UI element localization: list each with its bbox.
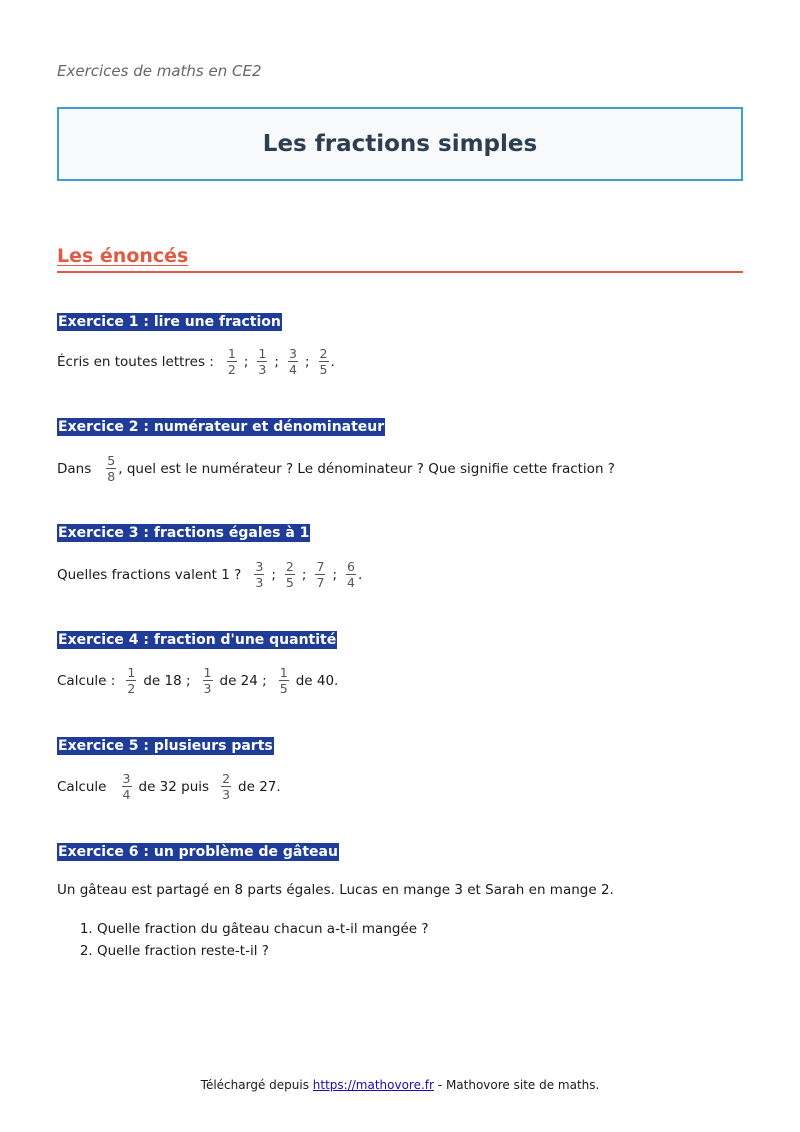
page-title: Les fractions simples — [262, 131, 538, 157]
exercise-5-body — [57, 772, 281, 801]
exercise-5-title: Exercice 5 : plusieurs parts — [58, 738, 273, 754]
numerator: 3 — [255, 559, 264, 574]
denominator: 3 — [222, 787, 231, 802]
quantity-text: de 27. — [238, 778, 281, 795]
exercise-3-title: Exercice 3 : fractions égales à 1 — [58, 525, 310, 541]
exercise-3-intro: Quelles fractions valent 1 ? — [57, 566, 242, 583]
list-item: 1. Quelle fraction du gâteau chacun a-t-il mangée ? — [97, 918, 429, 940]
numerator: 2 — [222, 771, 231, 786]
fraction — [279, 666, 289, 695]
denominator: 5 — [279, 681, 288, 696]
exercise-2-text: , quel est le numérateur ? Le dénominateur ? Que signifie cette fraction ? — [118, 460, 615, 477]
end-punctuation: . — [358, 566, 363, 583]
fraction — [122, 772, 132, 801]
fraction — [288, 347, 298, 376]
denominator: 4 — [122, 787, 131, 802]
numerator: 1 — [227, 346, 236, 361]
denominator: 5 — [285, 575, 294, 590]
numerator: 1 — [127, 665, 136, 680]
quantity-text: de 40. — [295, 672, 339, 689]
numerator: 3 — [122, 771, 131, 786]
quantity-text: de 32 puis — [138, 778, 210, 795]
separator: ; — [243, 353, 249, 370]
denominator: 5 — [319, 362, 328, 377]
separator: ; — [274, 353, 279, 370]
fraction — [346, 560, 356, 589]
denominator: 3 — [203, 681, 212, 696]
fraction — [126, 666, 136, 695]
exercise-6-statement: Un gâteau est partagé en 8 parts égales. Lucas en mange 3 et Sarah en mange 2. — [57, 882, 614, 898]
fraction — [319, 347, 329, 376]
fraction — [203, 666, 213, 695]
footer-suffix: - Mathovore site de maths. — [437, 1078, 600, 1092]
numerator: 3 — [288, 346, 297, 361]
denominator: 2 — [227, 362, 236, 377]
fraction — [257, 347, 267, 376]
end-punctuation: . — [330, 353, 335, 370]
exercise-5-intro: Calcule — [57, 778, 107, 795]
numerator: 5 — [107, 453, 116, 468]
title-box — [57, 107, 743, 181]
numerator: 1 — [258, 346, 267, 361]
exercise-4-title: Exercice 4 : fraction d'une quantité — [58, 632, 337, 648]
exercise-2-intro: Dans — [57, 460, 92, 477]
denominator: 4 — [347, 575, 355, 590]
section-heading-text: Les énoncés — [57, 245, 189, 267]
exercise-6-questions — [57, 918, 429, 962]
footer — [0, 1078, 800, 1092]
exercise-3-body — [57, 560, 362, 589]
page-subtitle: Exercices de maths en CE2 — [57, 62, 262, 80]
exercise-6-title: Exercice 6 : un problème de gâteau — [58, 844, 338, 860]
exercise-1-intro: Écris en toutes lettres : — [57, 353, 214, 370]
separator: ; — [271, 566, 276, 583]
exercise-4-body — [57, 666, 338, 695]
separator: ; — [332, 566, 337, 583]
list-item: 2. Quelle fraction reste-t-il ? — [97, 940, 429, 962]
numerator: 6 — [347, 559, 355, 574]
exercise-4-intro: Calcule : — [57, 672, 116, 689]
separator: ; — [304, 353, 310, 370]
exercise-1-body — [57, 347, 335, 376]
numerator: 2 — [285, 559, 294, 574]
fraction — [106, 454, 116, 483]
footer-prefix: Téléchargé depuis — [200, 1078, 309, 1092]
fraction — [227, 347, 237, 376]
quantity-text: de 24 ; — [219, 672, 267, 689]
numerator: 2 — [319, 346, 328, 361]
separator: ; — [301, 566, 307, 583]
numerator: 7 — [316, 559, 325, 574]
fraction — [285, 560, 295, 589]
numerator: 1 — [203, 665, 212, 680]
denominator: 8 — [107, 469, 116, 484]
denominator: 7 — [316, 575, 325, 590]
denominator: 2 — [127, 681, 136, 696]
exercise-2-title: Exercice 2 : numérateur et dénominateur — [58, 419, 385, 435]
footer-link[interactable]: https://mathovore.fr — [312, 1078, 434, 1092]
quantity-text: de 18 ; — [143, 672, 191, 689]
denominator: 3 — [258, 362, 267, 377]
section-heading — [57, 245, 743, 273]
exercise-1-title: Exercice 1 : lire une fraction — [58, 314, 281, 330]
fraction — [254, 560, 264, 589]
fraction — [315, 560, 325, 589]
fraction — [221, 772, 231, 801]
denominator: 3 — [255, 575, 264, 590]
denominator: 4 — [288, 362, 297, 377]
exercise-2-body — [57, 454, 615, 483]
numerator: 1 — [279, 665, 288, 680]
